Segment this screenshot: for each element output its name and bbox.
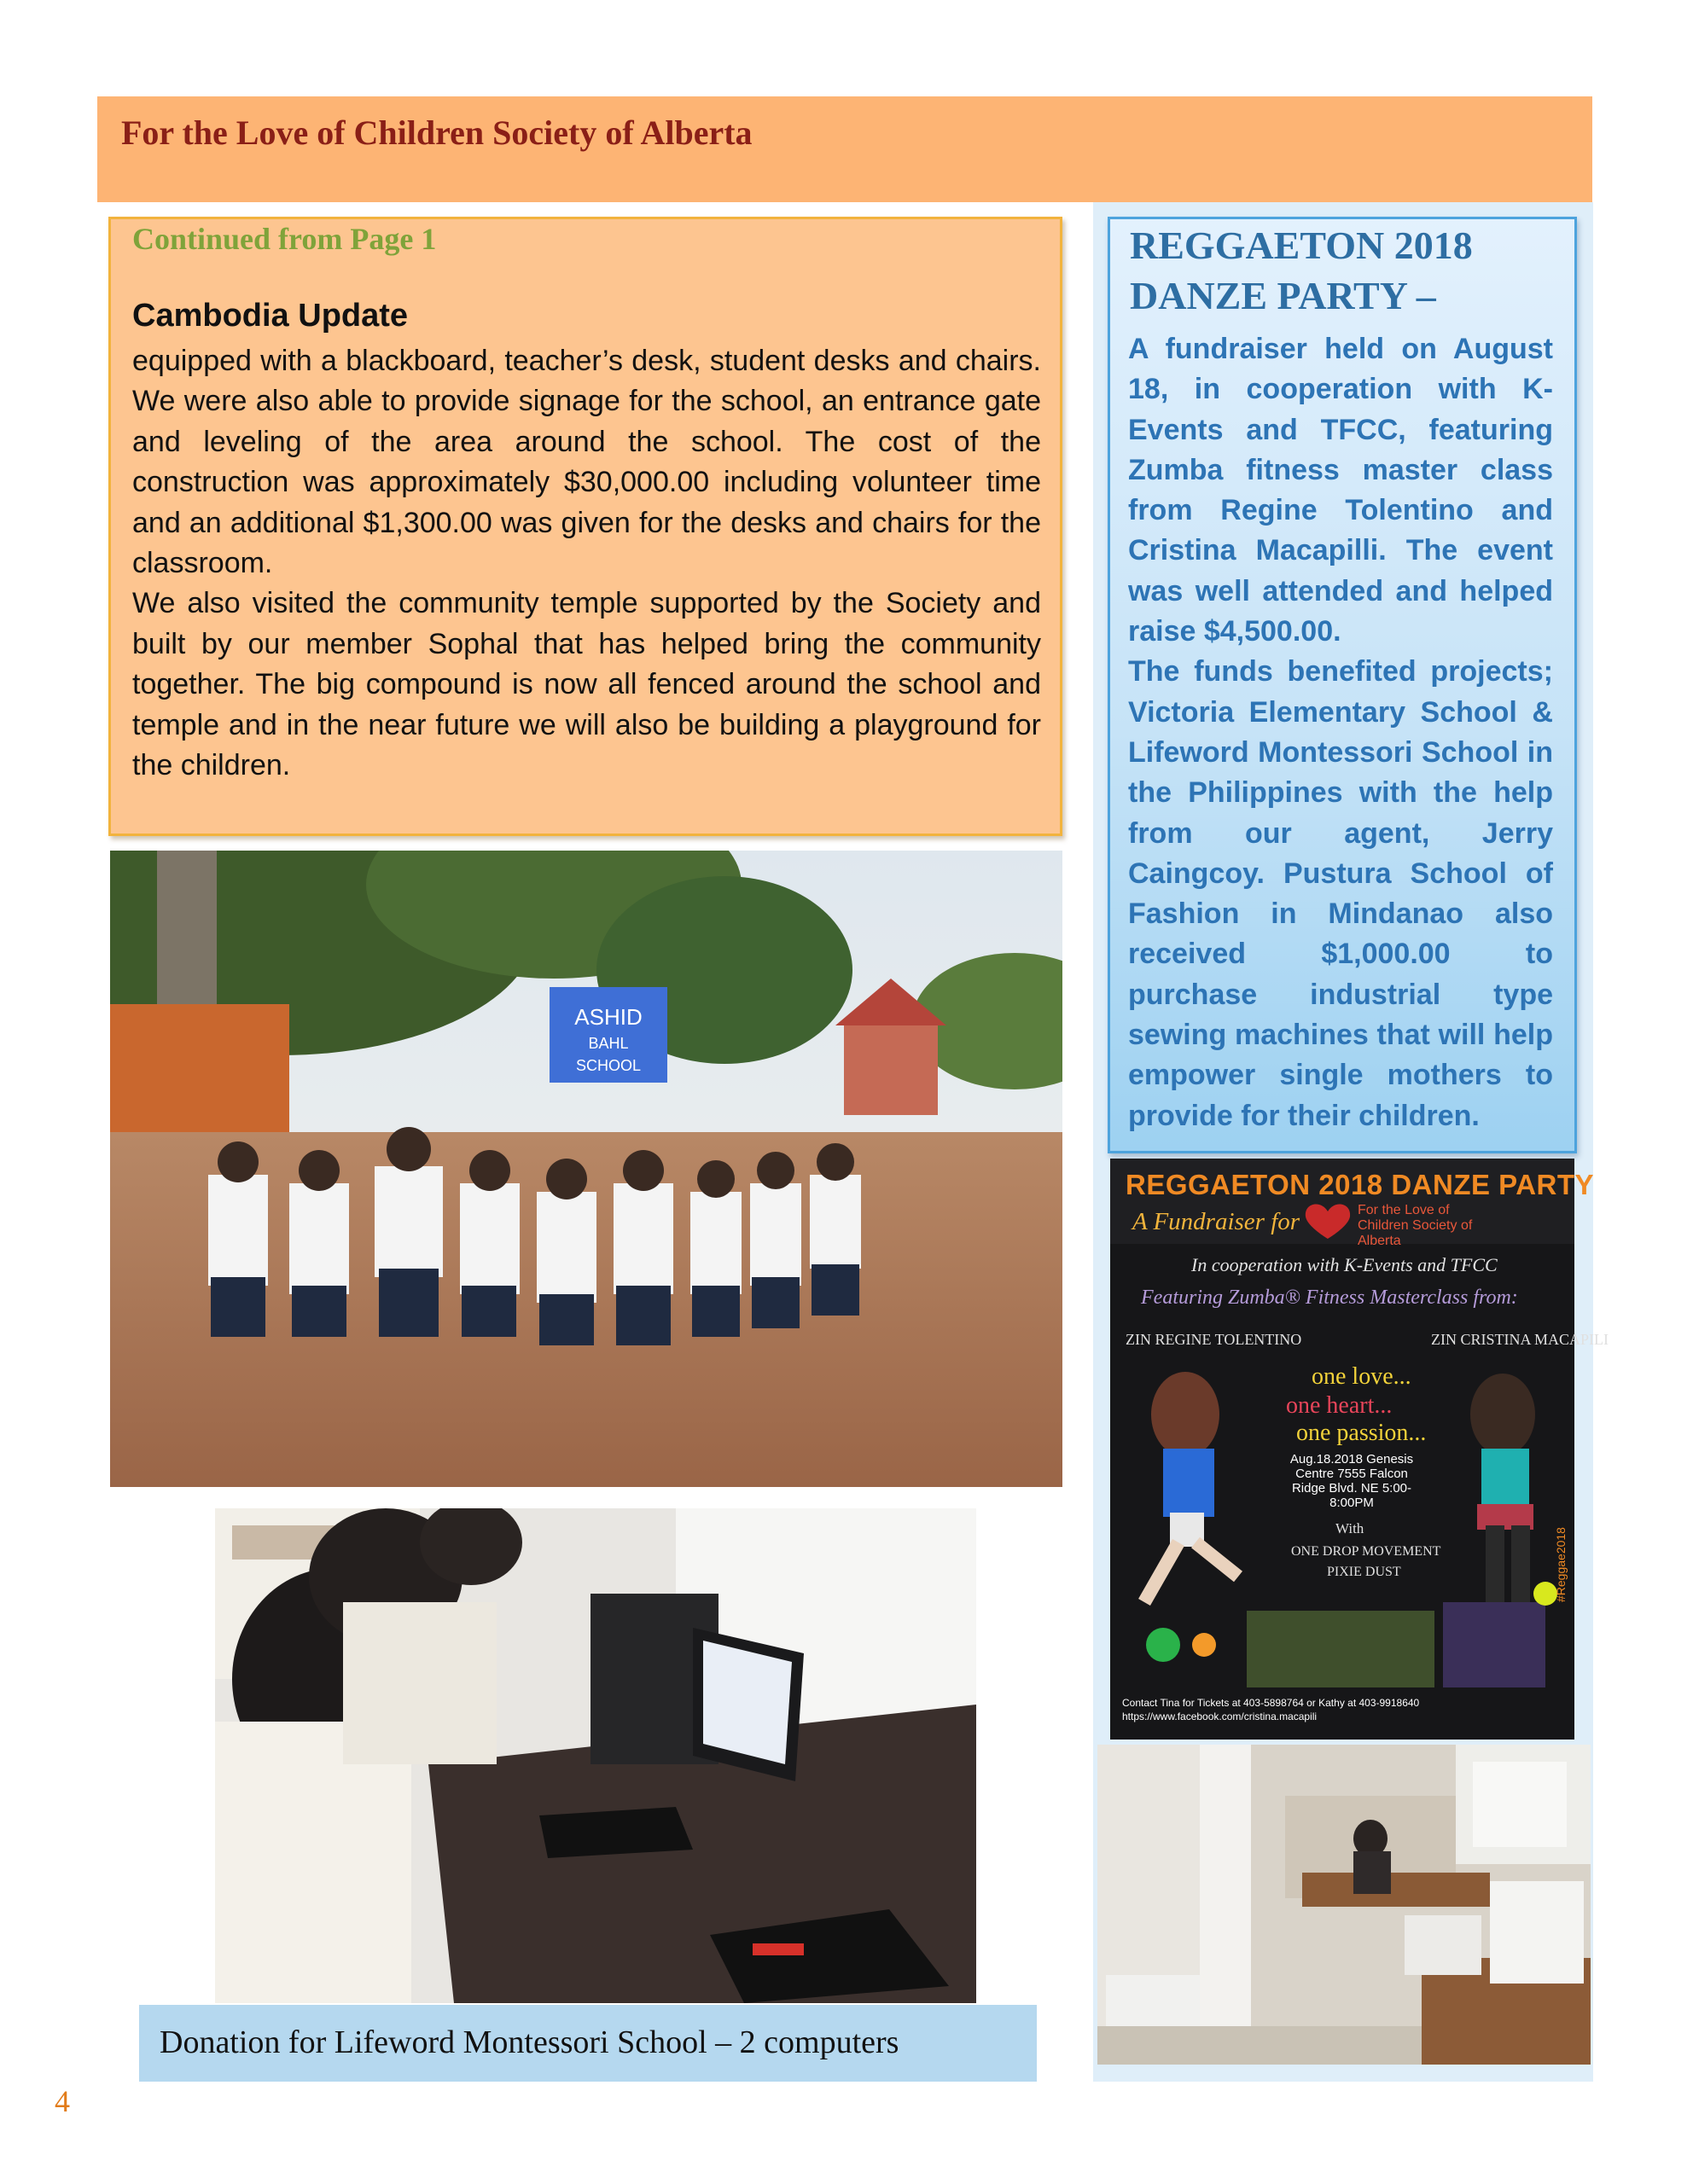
poster-with: With — [1335, 1520, 1364, 1536]
event-poster — [1110, 1159, 1609, 1740]
computer-donation-photo — [215, 1508, 976, 2003]
cambodia-update-body — [132, 341, 1041, 785]
sign-text: SCHOOL — [575, 1057, 642, 1074]
photo-caption: Donation for Lifeword Montessori School – 2 computers — [160, 2024, 899, 2060]
body-paragraph: The funds benefited projects; Victoria Elementary School & Lifeword Montessori School in the Philippines with the help from our agent, Jerry Caingcoy. Pustura School of Fashion in Mindanao also received $1,000.00 to purchase industrial type sewing machines that will help empower single mothers to provide for their children. — [1128, 655, 1553, 1132]
poster-instructor-left: ZIN REGINE TOLENTINO — [1126, 1331, 1302, 1348]
poster-instructor-right: ZIN CRISTINA MACAPILI — [1431, 1331, 1609, 1348]
poster-featuring: Featuring Zumba® Fitness Masterclass from: — [1141, 1287, 1518, 1309]
poster-artwork — [1110, 1159, 1574, 1740]
sewing-machines-photo — [1097, 1745, 1591, 2065]
body-paragraph: A fundraiser held on August 18, in cooperation with K-Events and TFCC, featuring Zumba fitness master class from Regine Tolentino and Cristina Macapilli. The event was well attended and helped raise $4,500.00. — [1128, 333, 1553, 648]
sign-text: ASHID — [574, 1004, 643, 1030]
body-paragraph: equipped with a blackboard, teacher’s desk, student desks and chairs. We were also able to provide signage for the school, an entrance gate and leveling of the area around the school. The cost of the construction was approximately $30,000.00 including volunteer time and an additional $1,300.00 was given for the desks and chairs for the classroom. — [132, 345, 1041, 580]
poster-cooperation: In cooperation with K-Events and TFCC — [1191, 1254, 1498, 1275]
poster-tagline: one love... — [1312, 1363, 1411, 1390]
poster-date-venue: Aug.18.2018 Genesis Centre 7555 Falcon Ridge Blvd. NE 5:00-8:00PM — [1289, 1452, 1414, 1510]
reggaeton-body — [1128, 329, 1553, 1140]
poster-org: For the Love of Children Society of Alberta — [1358, 1203, 1473, 1248]
continued-label: Continued from Page 1 — [132, 222, 437, 256]
section-heading: Cambodia Update — [132, 298, 409, 334]
poster-hashtag: #Reggae2018 — [1554, 1527, 1568, 1602]
body-paragraph: We also visited the community temple supported by the Society and built by our member Sophal that has helped bring the community together. The big compound is now all fenced around the school and temple and in the near future we will also be building a playground for the children. — [132, 587, 1041, 782]
sign-text: BAHL — [588, 1035, 629, 1052]
reggaeton-title: REGGAETON 2018 DANZE PARTY – — [1130, 224, 1473, 317]
poster-fundraiser: A Fundraiser for — [1132, 1208, 1300, 1235]
poster-tagline: one heart... — [1286, 1392, 1393, 1419]
poster-contact: Contact Tina for Tickets at 403-5898764 or Kathy at 403-9918640 https://www.facebook.com/cristina.macapili — [1122, 1697, 1420, 1722]
poster-title: REGGAETON 2018 DANZE PARTY — [1126, 1169, 1595, 1200]
poster-act: PIXIE DUST — [1327, 1565, 1401, 1579]
cambodia-school-photo — [110, 851, 1062, 1487]
poster-tagline: one passion... — [1296, 1420, 1427, 1446]
page-number: 4 — [55, 2084, 70, 2118]
poster-act: ONE DROP MOVEMENT — [1291, 1544, 1441, 1559]
newsletter-title: For the Love of Children Society of Alberta — [121, 113, 753, 152]
